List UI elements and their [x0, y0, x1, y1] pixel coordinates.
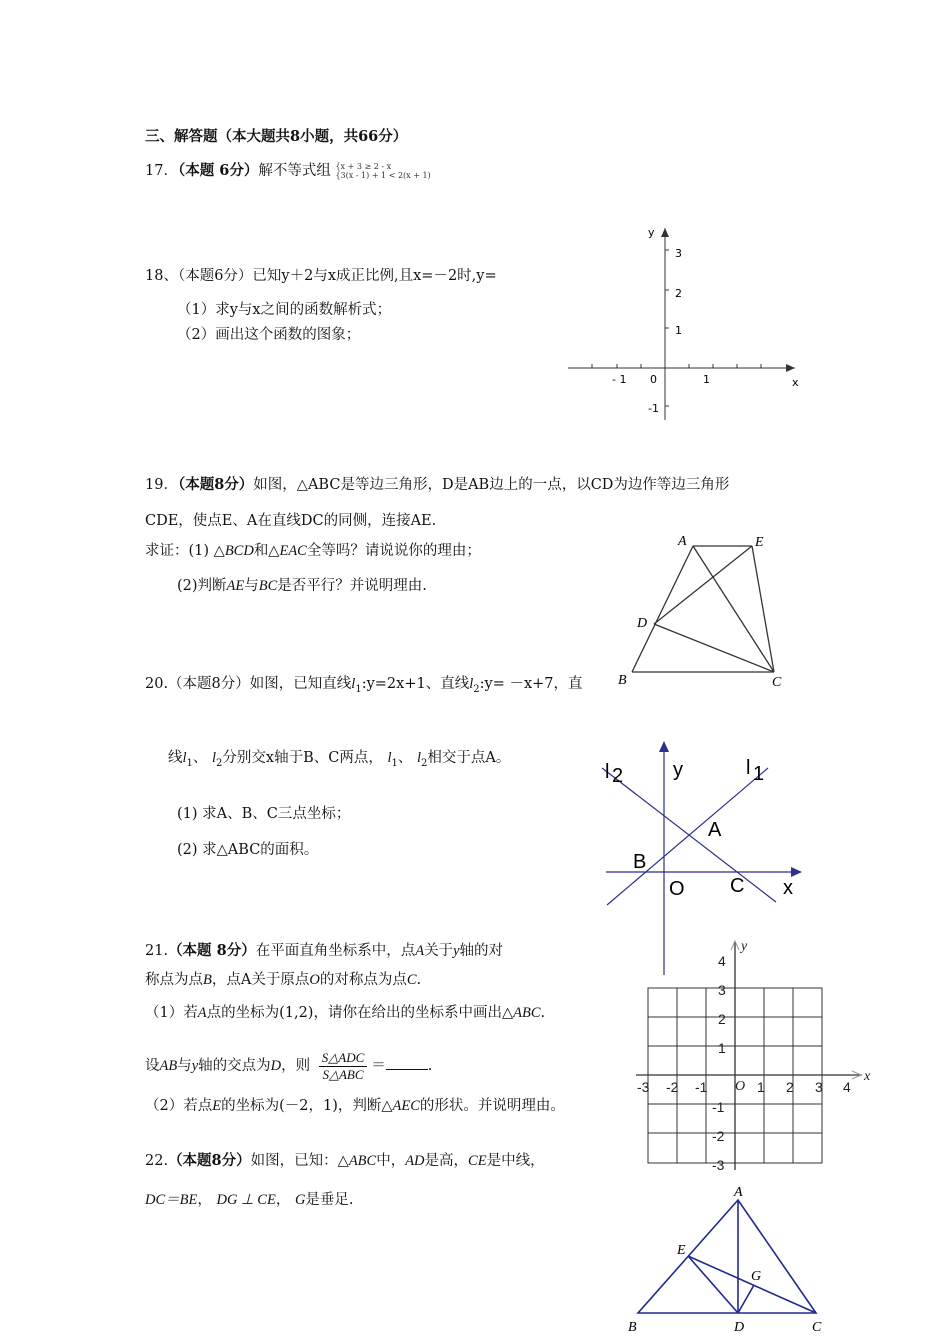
- q21-c: C: [406, 972, 417, 988]
- q22-dg-ce: DG ⊥ CE: [216, 1192, 276, 1208]
- q21-l5a: （2）若点: [145, 1098, 213, 1114]
- q21-dot: .: [427, 1058, 433, 1075]
- q21-y: y: [191, 1058, 199, 1075]
- q20-p1: (1) 求A、B、C三点坐标；: [177, 806, 351, 822]
- q22-num: 22.: [145, 1153, 169, 1169]
- q20-l2-sub: 2: [473, 684, 480, 695]
- q22-ad: AD: [405, 1153, 425, 1169]
- q21-l4a: 设: [145, 1058, 160, 1075]
- q21-l2a: 称点为点: [145, 972, 203, 988]
- q19-l4c: 是否平行？并说明理由.: [277, 578, 427, 594]
- q21-xtick: 4: [843, 1079, 851, 1095]
- q21-l2c: 的对称点为点: [319, 972, 407, 988]
- q18-y-label: y: [648, 226, 655, 239]
- q21-score: （本题 8分）: [168, 942, 256, 959]
- q22-comma: ，: [275, 1192, 291, 1208]
- q20-l2: l: [416, 750, 422, 766]
- q20-sub: 1: [391, 758, 398, 769]
- q20-l2: l: [212, 750, 217, 766]
- q21-xtick: -3: [637, 1079, 650, 1095]
- q18-tick: 3: [675, 247, 682, 260]
- q20-fig-y: y: [673, 759, 683, 781]
- q20-sub: 2: [421, 758, 428, 769]
- q21-frac-top: S△ADC: [319, 1050, 368, 1067]
- q17-num: 17．: [145, 163, 178, 179]
- q22-label-e: E: [677, 1243, 686, 1258]
- q22-label-a: A: [734, 1185, 743, 1200]
- q22-abc: ABC: [348, 1153, 377, 1169]
- q21-grid-y: y: [741, 939, 748, 954]
- q21-xtick: -2: [666, 1079, 679, 1095]
- q21-abc: ABC: [513, 1005, 541, 1021]
- q18-x-label: x: [792, 376, 799, 389]
- q18-tick: 2: [675, 287, 682, 300]
- q21-aec: AEC: [392, 1098, 420, 1114]
- q21-l4c: 轴的交点为: [198, 1058, 271, 1075]
- q21-a: A: [415, 943, 425, 959]
- q20-eq2: :y= －x+7，直: [479, 676, 583, 692]
- q20-fig-x: x: [783, 877, 793, 899]
- q19-l3c: 全等吗？请说说你的理由；: [306, 543, 481, 559]
- q22-g: G: [294, 1192, 306, 1208]
- q21-l3a: （1）若: [145, 1005, 198, 1021]
- q19-l3a: 求证：(1) △: [145, 543, 225, 559]
- q17-text: 解不等式组: [258, 163, 331, 179]
- q21-xtick: 1: [757, 1079, 765, 1095]
- q20-sep: 、: [397, 750, 413, 766]
- q20-fig-b: B: [633, 851, 647, 873]
- q18-tick: 1: [703, 373, 710, 386]
- q22-ce: CE: [468, 1153, 487, 1169]
- q20-l2a: 线: [168, 750, 183, 766]
- q20-l1: l: [351, 676, 356, 692]
- q19-bcd: BCD: [224, 543, 254, 559]
- q21-ytick: 4: [718, 953, 726, 969]
- q22-label-c: C: [812, 1320, 822, 1335]
- q20-fig-o: O: [669, 878, 685, 900]
- q22-dc-be: DC＝BE: [145, 1192, 198, 1208]
- q19-bc: BC: [258, 578, 278, 594]
- q21-l1b: 在平面直角坐标系中，点: [255, 943, 416, 959]
- q19-label-c: C: [772, 675, 782, 690]
- q19-text1: 如图，△ABC是等边三角形，D是AB边上的一点，以CD为边作等边三角形: [253, 477, 730, 493]
- q20-fig-c: C: [730, 875, 745, 897]
- q21-ab: AB: [159, 1058, 178, 1075]
- q20-fig-a: A: [708, 819, 722, 841]
- q21-xtick: 3: [815, 1079, 823, 1095]
- q19-label-e: E: [755, 535, 764, 550]
- q18-p1: （1）求y与x之间的函数解析式；: [177, 302, 392, 318]
- q20-fig-l1: l: [746, 757, 751, 779]
- q20-sub: 1: [186, 758, 193, 769]
- q22-l1b: 中，: [376, 1153, 406, 1169]
- q21-ytick: 1: [718, 1040, 726, 1056]
- q19-eac: EAC: [279, 543, 307, 559]
- q21-ytick: 2: [718, 1011, 726, 1027]
- q21-b: B: [203, 972, 212, 988]
- q21-a: A: [197, 1005, 207, 1021]
- q21-l4b: 与: [177, 1058, 192, 1075]
- q21-d: D: [270, 1058, 282, 1075]
- q21-l5c: 的形状。并说明理由。: [419, 1098, 565, 1114]
- q21-e: E: [212, 1098, 222, 1114]
- q17-ineq1: x + 3 ≥ 2 - x: [340, 162, 392, 171]
- q19-l4a: (2)判断: [177, 578, 227, 594]
- q19-num: 19．: [145, 477, 178, 493]
- q20-fig-l2: l: [605, 761, 610, 783]
- q21-dot: .: [540, 1005, 546, 1021]
- q17-score: （本题 6分）: [177, 162, 259, 179]
- q21-ytick: -2: [712, 1128, 725, 1144]
- q20-l2: l: [469, 676, 474, 692]
- q18-tick: 1: [675, 324, 682, 337]
- q18-tick: -1: [648, 402, 659, 415]
- q20-fig-l1-sub: 1: [753, 763, 765, 785]
- q20-l1: l: [387, 750, 392, 766]
- q22-score: （本题8分）: [168, 1152, 251, 1169]
- q22-label-d: D: [734, 1320, 745, 1335]
- q17-ineq2: 3(x - 1) + 1 < 2(x + 1): [340, 171, 431, 180]
- q19-label-b: B: [618, 673, 627, 688]
- q21-ytick: 3: [718, 982, 726, 998]
- q19-ae: AE: [226, 578, 245, 594]
- q21-xtick: O: [735, 1079, 746, 1094]
- q20-head: 20.（本题8分）如图，已知直线: [145, 676, 352, 692]
- q21-y: y: [453, 943, 460, 959]
- q18-tick: 0: [650, 373, 657, 386]
- q19-line2: CDE，使点E、A在直线DC的同侧，连接AE.: [145, 513, 437, 529]
- q22-l1d: 是中线，: [486, 1153, 545, 1169]
- q19-label-a: A: [678, 534, 687, 549]
- q20-l1-sub: 1: [355, 684, 362, 695]
- q20-l2b: 分别交x轴于B、C两点，: [222, 750, 383, 766]
- q20-fig-l2-sub: 2: [612, 765, 624, 787]
- q17-system: {x + 3 ≥ 2 - x {3(x - 1) + 1 < 2(x + 1): [335, 162, 431, 180]
- q21-l1d: 轴的对: [459, 943, 503, 959]
- q18-head: 18、（本题6分）已知y＋2与x成正比例,且x=－2时,y=: [145, 268, 497, 284]
- q20-sep: 、: [192, 750, 208, 766]
- q21-l2b: ，点A关于原点: [211, 972, 310, 988]
- q21-num: 21.: [145, 943, 169, 959]
- q21-eq: ＝: [371, 1058, 386, 1075]
- q20-p2: (2) 求△ABC的面积。: [177, 842, 319, 858]
- q22-label-b: B: [628, 1320, 637, 1335]
- q22-l2e: 是垂足.: [305, 1192, 354, 1208]
- q21-dot: .: [416, 972, 422, 988]
- q21-frac-bot: S△ABC: [322, 1066, 364, 1082]
- q22-comma: ，: [197, 1192, 212, 1208]
- q21-l4d: ，则: [281, 1058, 311, 1075]
- q22-l1a: 如图，已知：△: [250, 1153, 349, 1169]
- q21-ytick: -1: [712, 1099, 725, 1115]
- q21-xtick: 2: [786, 1079, 794, 1095]
- q21-grid-x: x: [864, 1069, 871, 1084]
- q21-xtick: -1: [695, 1079, 708, 1095]
- q21-o: O: [309, 972, 320, 988]
- q22-l1c: 是高，: [424, 1153, 469, 1169]
- q20-sub: 2: [216, 758, 223, 769]
- q21-l1c: 关于: [424, 943, 454, 959]
- q20-eq1: :y=2x+1、直线: [361, 676, 470, 692]
- q21-l3b: 点的坐标为(1,2)，请你在给出的坐标系中画出△: [206, 1005, 514, 1021]
- q21-ytick: -3: [712, 1157, 725, 1173]
- q20-l2c: 相交于点A。: [427, 750, 511, 766]
- q19-l3b: 和△: [253, 543, 280, 559]
- q18-p2: （2）画出这个函数的图象；: [177, 327, 361, 343]
- q20-l1: l: [182, 750, 187, 766]
- q22-label-g: G: [751, 1269, 762, 1284]
- q19-label-d: D: [637, 616, 648, 631]
- q21-l5b: 的坐标为(－2，1)，判断△: [221, 1098, 393, 1114]
- section-title: 三、解答题（本大题共8小题，共66分）: [145, 128, 408, 145]
- q18-tick: - 1: [612, 373, 627, 386]
- q19-l4b: 与: [244, 578, 259, 594]
- q19-score: （本题8分）: [177, 476, 254, 493]
